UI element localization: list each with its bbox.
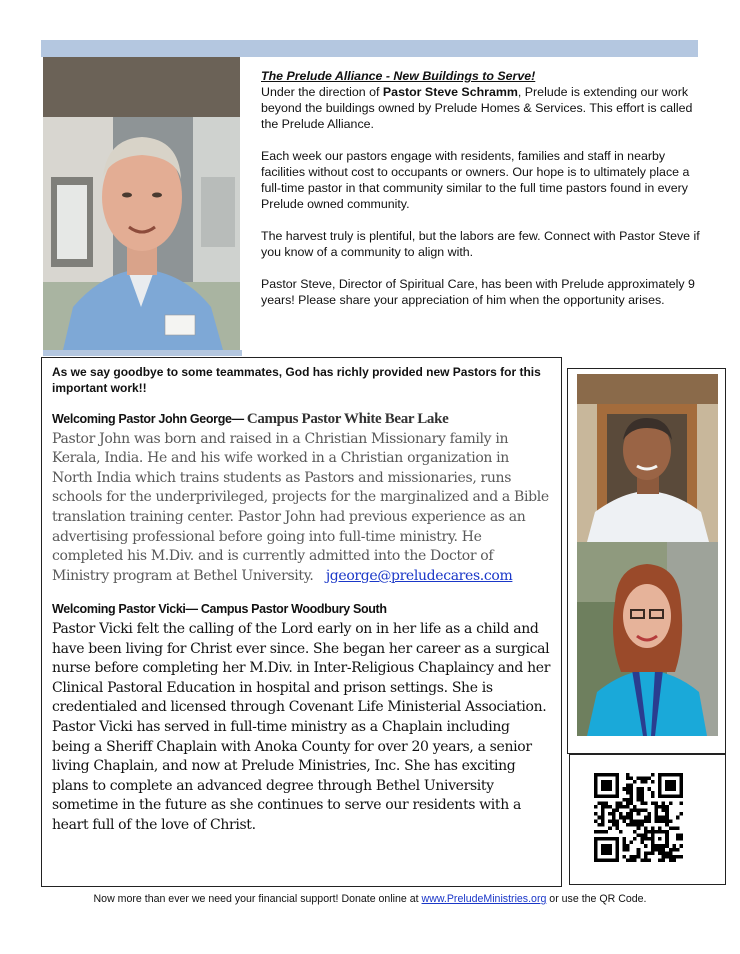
john-section bbox=[52, 410, 551, 586]
qr-code[interactable] bbox=[594, 773, 683, 862]
welcome-box bbox=[41, 357, 562, 887]
vicki-heading: Welcoming Pastor Vicki— Campus Pastor Woodbury South bbox=[52, 602, 387, 617]
john-heading: Welcoming Pastor John George— bbox=[52, 412, 247, 426]
john-email-link[interactable]: jgeorge@preludecares.com bbox=[325, 567, 513, 584]
pastor-vicki-photo bbox=[577, 542, 718, 736]
pastor-steve-name: Pastor Steve Schramm bbox=[382, 85, 518, 99]
intro-p1-lead: Under the direction of bbox=[261, 85, 383, 99]
welcome-lead: As we say goodbye to some teammates, God has richly provided new Pastors for this important work!! bbox=[52, 365, 541, 395]
photo-shadow-bar bbox=[43, 350, 242, 356]
pastor-john-photo bbox=[577, 374, 718, 542]
pastor-steve-photo bbox=[43, 57, 240, 350]
intro-p1-rest: , Prelude is extending our work beyond the buildings owned by Prelude Homes & Services. This effort is called the Prelude Alliance. bbox=[261, 85, 693, 131]
donate-link[interactable]: www.PreludeMinistries.org bbox=[421, 893, 547, 905]
footer-text-lead: Now more than ever we need your financial support! Donate online at bbox=[93, 893, 422, 905]
intro-paragraph-2: Each week our pastors engage with residents, families and staff in nearby facilities without cost to occupants or owners. Our hope is to ultimately place a full-time pastor in that community similar to the full time pastors found in every Prelude owned community. bbox=[261, 149, 690, 211]
vicki-bio: Pastor Vicki felt the calling of the Lord early on in her life as a child and have been living for Christ ever since. She began her career as a surgical nurse before completing her M.Div. in Inter-Religious Chaplaincy and her Clinical Pastoral Education in hospital and prison settings. She is credentialed and licensed through Covenant Life Ministerial Association. Pastor Vicki has served in full-time ministry as a Chaplain including being a Sheriff Chaplain with Anoka County for over 20 years, a senior living Chaplain, and now at Prelude Ministries, Inc. She has exciting plans to complete an advanced degree through Bethel University sometime in the future as she continues to serve our residents with a heart full of the love of Christ. bbox=[52, 620, 551, 833]
john-campus: Campus Pastor White Bear Lake bbox=[246, 411, 449, 427]
intro-section bbox=[261, 68, 706, 308]
intro-paragraph-3: The harvest truly is plentiful, but the labors are few. Connect with Pastor Steve if you know of a community to align with. bbox=[261, 229, 700, 259]
qr-code-box bbox=[569, 754, 726, 885]
header-accent-bar bbox=[41, 40, 698, 57]
intro-paragraph-4: Pastor Steve, Director of Spiritual Care, has been with Prelude approximately 9 years! Please share your appreciation of him when the opportunity arises. bbox=[261, 277, 695, 307]
vicki-section bbox=[52, 600, 551, 835]
john-bio: Pastor John was born and raised in a Christian Missionary family in Kerala, India. He and his wife worked in a Christian organization in North India which trains students as Pastors and missionaries, runs schools for the underprivileged, projects for the marginalized and a Bible translation training center. Pastor John had previous experience as an advertising professional before going into full-time ministry. He completed his M.Div. and is currently admitted into the Doctor of Ministry program at Bethel University. bbox=[52, 430, 549, 584]
pastor-photos-box bbox=[567, 368, 726, 754]
footer-text-tail: or use the QR Code. bbox=[546, 893, 647, 905]
donation-footer bbox=[0, 893, 740, 905]
intro-heading: The Prelude Alliance - New Buildings to Serve! bbox=[261, 69, 536, 83]
